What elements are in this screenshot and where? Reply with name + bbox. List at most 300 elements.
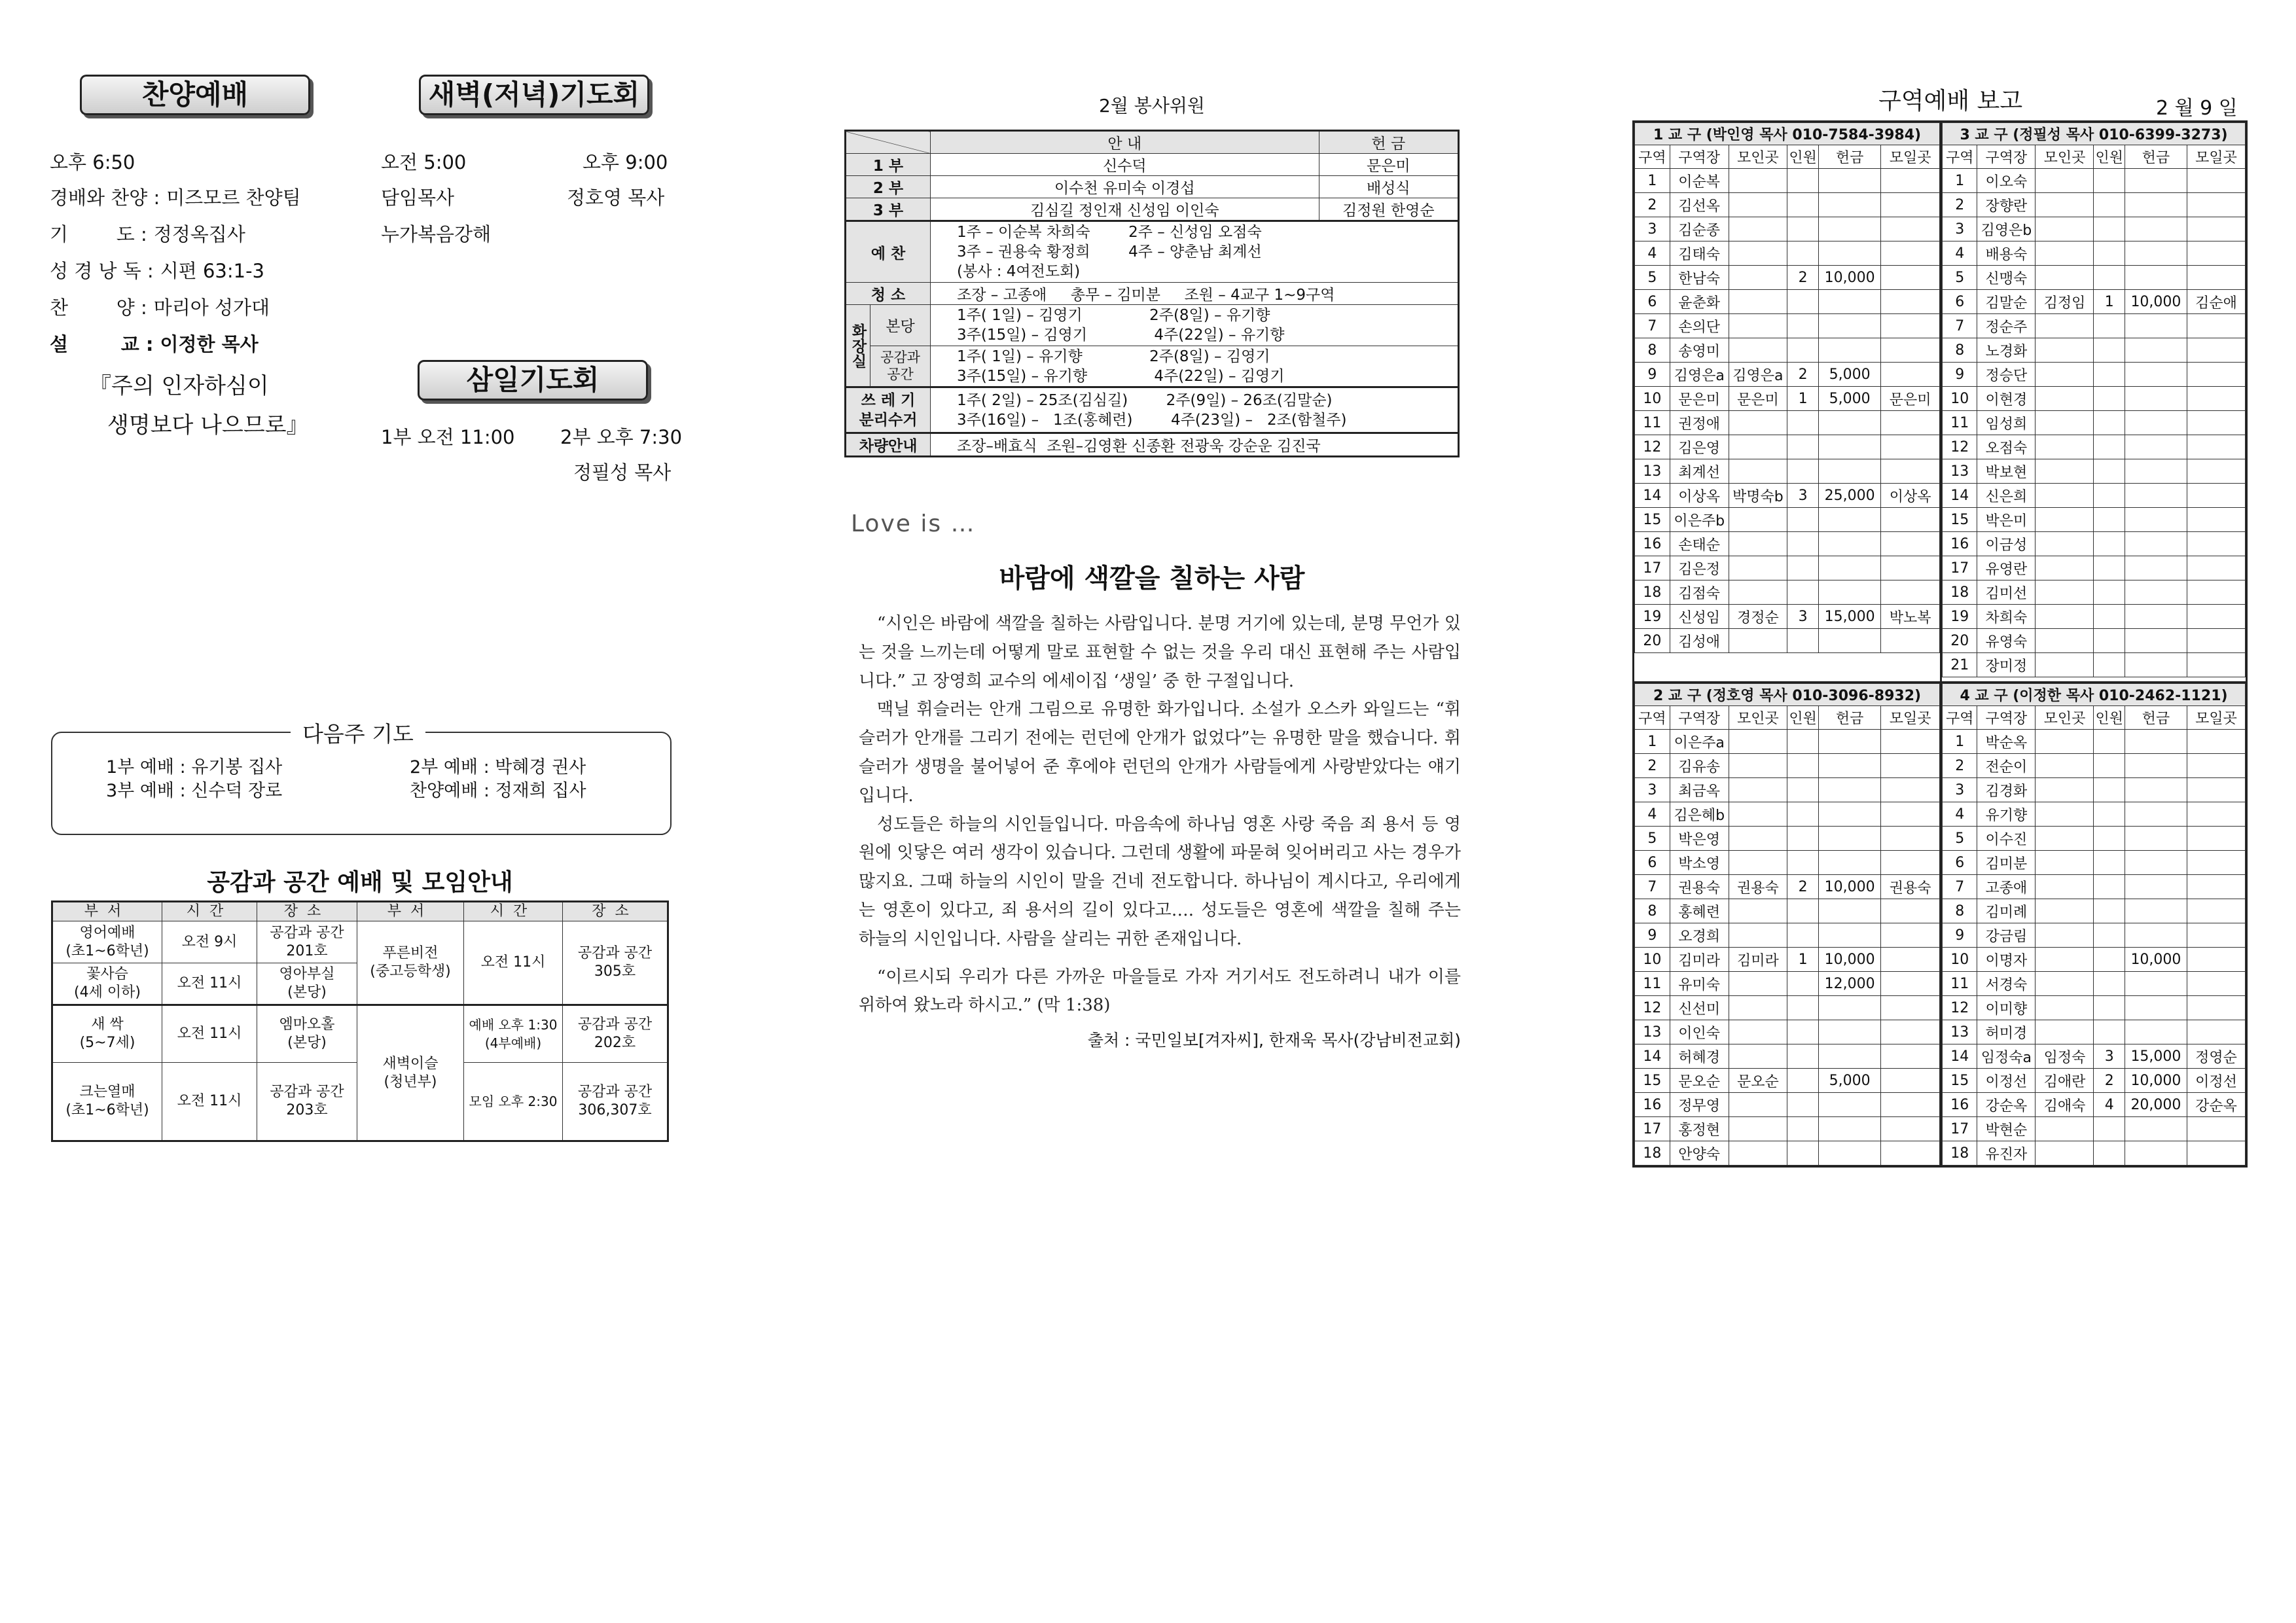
district-cell bbox=[1729, 266, 1787, 290]
text-line: 새 싹 bbox=[91, 1016, 124, 1033]
table-row bbox=[1943, 629, 2246, 653]
district-cell: 1 bbox=[1787, 948, 1819, 972]
district-cell bbox=[2187, 241, 2245, 266]
district-cell: 박현순 bbox=[1977, 1117, 2036, 1141]
district-cell bbox=[1881, 629, 1940, 653]
district-cell bbox=[2125, 459, 2187, 484]
dawn-pastor-2: 정호영 목사 bbox=[567, 187, 665, 209]
district-cell: 4 bbox=[1943, 802, 1977, 827]
text-line: 영아부실 bbox=[279, 966, 335, 982]
district-cell bbox=[1819, 1093, 1881, 1117]
district-cell bbox=[2125, 653, 2187, 677]
district-cell: 문오순 bbox=[1670, 1069, 1729, 1093]
district-cell bbox=[2187, 730, 2245, 754]
district-cell bbox=[1819, 508, 1881, 532]
district-cell: 7 bbox=[1943, 314, 1977, 338]
district-cell bbox=[1881, 802, 1940, 827]
district-cell: 김은정 bbox=[1670, 556, 1729, 580]
district-cell bbox=[1881, 1020, 1940, 1044]
district-cell bbox=[1819, 459, 1881, 484]
district-cell: 20 bbox=[1943, 629, 1977, 653]
district-cell: 17 bbox=[1943, 1117, 1977, 1141]
district-cell bbox=[2125, 484, 2187, 508]
district-cell: 2 bbox=[1635, 754, 1670, 778]
district-col-header: 구역 bbox=[1635, 145, 1670, 169]
table-row bbox=[1943, 1020, 2246, 1044]
district-cell bbox=[1819, 411, 1881, 435]
district-cell: 최계선 bbox=[1670, 459, 1729, 484]
district-cell: 서경숙 bbox=[1977, 972, 2036, 996]
district-cell: 13 bbox=[1943, 459, 1977, 484]
meet-dept bbox=[357, 1005, 464, 1141]
district-cell: 2 bbox=[1787, 363, 1819, 387]
district-cell: 12 bbox=[1943, 435, 1977, 459]
table-row bbox=[1635, 435, 1940, 459]
meet-time: 모임 오후 2:30 bbox=[464, 1063, 563, 1141]
district-cell bbox=[2125, 508, 2187, 532]
meet-dept bbox=[52, 1005, 162, 1063]
district-cell bbox=[2094, 435, 2125, 459]
district-cell bbox=[1729, 193, 1787, 217]
service-head-guide: 안 내 bbox=[931, 131, 1319, 154]
district-cell: 김태숙 bbox=[1670, 241, 1729, 266]
district-cell: 이은주a bbox=[1670, 730, 1729, 754]
district-cell: 장미정 bbox=[1977, 653, 2036, 677]
district-cell: 12 bbox=[1635, 996, 1670, 1020]
district-cell bbox=[2094, 508, 2125, 532]
district-cell bbox=[2187, 875, 2245, 899]
praise-order-row bbox=[50, 330, 259, 357]
district-cell: 4 bbox=[2094, 1093, 2125, 1117]
district-cell bbox=[2036, 411, 2094, 435]
text-line: (4세 이하) bbox=[74, 984, 141, 1001]
praise-order-row bbox=[50, 257, 264, 283]
district-cell bbox=[1819, 730, 1881, 754]
district-cell bbox=[1729, 1093, 1787, 1117]
district-cell bbox=[1787, 241, 1819, 266]
dawn-note: 누가복음강해 bbox=[381, 223, 492, 245]
district-cell: 3 bbox=[1635, 217, 1670, 241]
district-cell bbox=[2187, 1141, 2245, 1166]
next-prayer-item-4: 찬양예배 : 정재희 집사 bbox=[410, 781, 586, 801]
district-cell: 10,000 bbox=[1819, 948, 1881, 972]
text-line: 크는열매 bbox=[79, 1084, 135, 1100]
service-offering: 배성식 bbox=[1319, 176, 1458, 198]
parking-label: 차량안내 bbox=[846, 433, 931, 457]
praise-order-value: 마리아 성가대 bbox=[153, 296, 270, 319]
district-cell bbox=[1881, 580, 1940, 605]
district-cell bbox=[2125, 411, 2187, 435]
district-cell: 박명숙b bbox=[1729, 484, 1787, 508]
district-cell: 장향란 bbox=[1977, 193, 2036, 217]
district-cell bbox=[2036, 851, 2094, 875]
district-cell: 17 bbox=[1635, 556, 1670, 580]
district-cell: 김점숙 bbox=[1670, 580, 1729, 605]
district-col-header: 헌금 bbox=[2125, 145, 2187, 169]
praise-order-label: 설 교 : bbox=[50, 333, 154, 355]
district-cell: 5 bbox=[1635, 827, 1670, 851]
district-cell bbox=[2094, 338, 2125, 363]
district-cell bbox=[2187, 629, 2245, 653]
article-paragraph-1: “시인은 바람에 색깔을 칠하는 사람입니다. 분명 거기에 있는데, 분명 무언가 있는 것을 느끼는데 어떻게 말로 표현할 수 없는 것을 우리 대신 표현해 주는 사람입니다.” 고 장영희 교수의 에세이집 ‘생일’ 중 한 구절입니다. bbox=[859, 614, 1461, 691]
district-cell: 김미례 bbox=[1977, 899, 2036, 923]
district-cell bbox=[2094, 851, 2125, 875]
district-cell: 10,000 bbox=[2125, 1069, 2187, 1093]
table-row bbox=[1943, 827, 2246, 851]
district-cell: 20,000 bbox=[2125, 1093, 2187, 1117]
district-cell bbox=[1729, 778, 1787, 802]
district-cell bbox=[2187, 899, 2245, 923]
district-cell: 18 bbox=[1635, 1141, 1670, 1166]
district-cell bbox=[1819, 314, 1881, 338]
article-source: 출처 : 국민일보[겨자씨], 한재욱 목사(강남비전교회) bbox=[1087, 1031, 1461, 1050]
meet-dept bbox=[357, 921, 464, 1005]
district-cell: 16 bbox=[1943, 532, 1977, 556]
district-cell bbox=[2036, 653, 2094, 677]
article-title: 바람에 색깔을 칠하는 사람 bbox=[999, 563, 1305, 594]
district-cell: 1 bbox=[1943, 730, 1977, 754]
district-cell: 정무영 bbox=[1670, 1093, 1729, 1117]
district-cell bbox=[1729, 241, 1787, 266]
district-cell bbox=[1729, 1020, 1787, 1044]
district-cell bbox=[1729, 338, 1787, 363]
meet-time: 오전 11시 bbox=[162, 963, 257, 1005]
district-cell: 이순복 bbox=[1670, 169, 1729, 193]
district-cell: 3 bbox=[1635, 778, 1670, 802]
text-line: 306,307호 bbox=[578, 1102, 652, 1118]
district-cell bbox=[1819, 802, 1881, 827]
district-cell bbox=[1881, 1069, 1940, 1093]
district-cell: 김유송 bbox=[1670, 754, 1729, 778]
district-cell: 9 bbox=[1635, 363, 1670, 387]
district-cell: 1 bbox=[2094, 290, 2125, 314]
district-cell: 10,000 bbox=[2125, 290, 2187, 314]
district-cell bbox=[1787, 580, 1819, 605]
district-cell: 김영은a bbox=[1729, 363, 1787, 387]
meet-time: 오전 11시 bbox=[162, 1005, 257, 1063]
trash-label-1: 쓰 레 기 bbox=[861, 391, 916, 409]
text-line: 공감과 공간 bbox=[270, 1084, 344, 1100]
district-cell: 경정순 bbox=[1729, 605, 1787, 629]
district-cell: 10 bbox=[1943, 387, 1977, 411]
district-cell bbox=[1787, 459, 1819, 484]
district-cell bbox=[2125, 875, 2187, 899]
district-cell: 전순이 bbox=[1977, 754, 2036, 778]
district-cell bbox=[2187, 484, 2245, 508]
district-cell bbox=[2036, 169, 2094, 193]
district-cell: 18 bbox=[1943, 580, 1977, 605]
district-col-header: 모일곳 bbox=[1881, 706, 1940, 730]
text-line: 202호 bbox=[594, 1035, 636, 1051]
district-cell bbox=[2036, 972, 2094, 996]
district-col-header: 구역장 bbox=[1670, 145, 1729, 169]
district-cell bbox=[2094, 532, 2125, 556]
table-row bbox=[1635, 217, 1940, 241]
district-cell bbox=[2125, 1117, 2187, 1141]
district-cell bbox=[1729, 730, 1787, 754]
district-cell: 7 bbox=[1635, 314, 1670, 338]
table-row bbox=[1635, 459, 1940, 484]
district-cell bbox=[1729, 851, 1787, 875]
text-line: (청년부) bbox=[384, 1073, 437, 1090]
district-cell bbox=[2094, 241, 2125, 266]
district-cell: 김미라 bbox=[1670, 948, 1729, 972]
table-row bbox=[1635, 532, 1940, 556]
praise-order-value: 정정옥집사 bbox=[153, 223, 245, 245]
district-cell bbox=[1881, 1117, 1940, 1141]
district-cell bbox=[2036, 948, 2094, 972]
text-line: 공감과 공간 bbox=[577, 1084, 653, 1100]
table-row bbox=[1943, 484, 2246, 508]
table-row bbox=[1943, 580, 2246, 605]
district-cell bbox=[1881, 948, 1940, 972]
district-cell: 김영은a bbox=[1670, 363, 1729, 387]
text-line: 공감과 공간 bbox=[270, 924, 344, 941]
district-cell bbox=[1881, 730, 1940, 754]
district-cell bbox=[1787, 754, 1819, 778]
meetings-table bbox=[51, 901, 669, 1142]
service-head-offering: 헌 금 bbox=[1319, 131, 1458, 154]
meet-place bbox=[257, 963, 357, 1005]
district-cell: 19 bbox=[1635, 605, 1670, 629]
table-row bbox=[1943, 802, 2246, 827]
restroom-label-cell bbox=[846, 305, 931, 387]
table-row bbox=[1943, 754, 2246, 778]
district-cell bbox=[1787, 972, 1819, 996]
district-cell: 20 bbox=[1635, 629, 1670, 653]
district-cell bbox=[2187, 605, 2245, 629]
district-cell: 10,000 bbox=[1819, 266, 1881, 290]
service-row-label: 2 부 bbox=[846, 176, 931, 198]
meet-dept bbox=[52, 963, 162, 1005]
district-cell: 5,000 bbox=[1819, 1069, 1881, 1093]
district-cell: 김애숙 bbox=[2036, 1093, 2094, 1117]
meet-time: 오전 11시 bbox=[464, 921, 563, 1005]
restroom-schedule-space bbox=[931, 346, 1459, 387]
district-cell bbox=[1819, 629, 1881, 653]
district-cell: 18 bbox=[1635, 580, 1670, 605]
district-cell: 9 bbox=[1943, 363, 1977, 387]
love-is-heading: Love is … bbox=[851, 510, 976, 537]
district-cell: 신은희 bbox=[1977, 484, 2036, 508]
district-cell bbox=[2187, 948, 2245, 972]
service-offering: 김정원 한영순 bbox=[1319, 198, 1458, 221]
district-cell bbox=[2187, 338, 2245, 363]
district-cell bbox=[2187, 459, 2245, 484]
district-cell bbox=[1881, 508, 1940, 532]
district-col-header: 모인곳 bbox=[2036, 706, 2094, 730]
district-cell bbox=[2094, 411, 2125, 435]
table-row bbox=[1635, 169, 1940, 193]
district-cell: 5,000 bbox=[1819, 387, 1881, 411]
district-cell: 김미분 bbox=[1977, 851, 2036, 875]
district-cell: 19 bbox=[1943, 605, 1977, 629]
dawn-time-2: 오후 9:00 bbox=[583, 151, 668, 173]
district-cell bbox=[2036, 459, 2094, 484]
district-cell bbox=[2094, 827, 2125, 851]
district-cell: 신성임 bbox=[1670, 605, 1729, 629]
district-cell bbox=[1729, 972, 1787, 996]
district-cell: 김선옥 bbox=[1670, 193, 1729, 217]
district-cell: 김은영 bbox=[1670, 435, 1729, 459]
meet-place bbox=[257, 1063, 357, 1141]
district-cell: 김순애 bbox=[2187, 290, 2245, 314]
district-cell bbox=[1819, 290, 1881, 314]
article-paragraph-3: 성도들은 하늘의 시인들입니다. 마음속에 하나님 영혼 사랑 죽음 죄 용서 등 영원에 잇닿은 여러 생각이 있습니다. 그런데 생활에 파묻혀 잊어버리고 사는 경우가 많지요. 그때 하늘의 시인이 말을 건네 전도합니다. 하나님이 계시다고, 우리에게는 영혼이 있다고, 죄 용서의 길이 있다고…. 성도들은 영혼에 색깔을 칠해 주는 하늘의 시인입니다. 사람을 살리는 귀한 존재입니다. bbox=[859, 814, 1461, 949]
table-row bbox=[1943, 899, 2246, 923]
district-cell: 김정임 bbox=[2036, 290, 2094, 314]
district-cell: 12 bbox=[1943, 996, 1977, 1020]
article-paragraph-2: 맥닐 휘슬러는 안개 그림으로 유명한 화가입니다. 소설가 오스카 와일드는 “휘슬러가 안개를 그리기 전에는 런던에 안개가 없었다”는 유명한 말을 했습니다. 휘슬러가 생명을 불어넣어 준 후에야 런던의 안개가 사람들에게 사랑받았다는 얘기입니다. bbox=[859, 700, 1461, 806]
district-cell bbox=[2094, 314, 2125, 338]
district-cell bbox=[2036, 827, 2094, 851]
district-cell bbox=[1787, 435, 1819, 459]
district-cell: 8 bbox=[1635, 338, 1670, 363]
table-row bbox=[1943, 1141, 2246, 1166]
district-cell bbox=[2187, 556, 2245, 580]
district-cell bbox=[1729, 169, 1787, 193]
district-cell bbox=[1819, 1141, 1881, 1166]
restroom-sub-space: 공감과 공간 bbox=[880, 349, 920, 383]
district-cell: 6 bbox=[1635, 851, 1670, 875]
district-cell: 10 bbox=[1635, 387, 1670, 411]
district-cell: 신선미 bbox=[1670, 996, 1729, 1020]
text-line: (본당) bbox=[287, 1035, 327, 1051]
district-cell bbox=[2036, 629, 2094, 653]
district-cell bbox=[2036, 266, 2094, 290]
table-row bbox=[1943, 605, 2246, 629]
praise-order-row bbox=[50, 183, 301, 210]
district-cell bbox=[1819, 338, 1881, 363]
district-table bbox=[1634, 683, 1940, 1166]
district-cell: 안양숙 bbox=[1670, 1141, 1729, 1166]
district-cell bbox=[2094, 459, 2125, 484]
district-col-header: 헌금 bbox=[2125, 706, 2187, 730]
district-title: 3 교 구 (정필성 목사 010-6399-3273) bbox=[1943, 123, 2246, 145]
meet-head-dept-2: 부서 bbox=[357, 902, 464, 921]
district-cell: 김영은b bbox=[1977, 217, 2036, 241]
trash-label bbox=[846, 387, 931, 433]
table-row bbox=[1635, 851, 1940, 875]
district-cell bbox=[1729, 996, 1787, 1020]
table-row bbox=[1635, 508, 1940, 532]
table-row bbox=[1943, 532, 2246, 556]
district-cell: 2 bbox=[1943, 193, 1977, 217]
text-line: 3주(15일) – 유기향 4주(22일) – 김영기 bbox=[957, 367, 1285, 385]
district-cell: 이은주b bbox=[1670, 508, 1729, 532]
district-cell bbox=[1881, 1044, 1940, 1069]
table-row bbox=[1635, 484, 1940, 508]
district-cell: 박소영 bbox=[1670, 851, 1729, 875]
table-row bbox=[1635, 730, 1940, 754]
district-cell: 8 bbox=[1943, 338, 1977, 363]
district-cell bbox=[1819, 241, 1881, 266]
table-row bbox=[1943, 217, 2246, 241]
district-cell: 권용숙 bbox=[1881, 875, 1940, 899]
district-cell bbox=[2125, 923, 2187, 948]
parking-schedule: 조장–배효식 조원–김영환 신종환 전광욱 강순운 김진국 bbox=[931, 433, 1459, 457]
district-cell bbox=[1729, 629, 1787, 653]
district-cell bbox=[1819, 556, 1881, 580]
district-cell: 강금림 bbox=[1977, 923, 2036, 948]
meet-place bbox=[563, 1063, 668, 1141]
district-col-header: 인원 bbox=[1787, 145, 1819, 169]
district-cell bbox=[2036, 875, 2094, 899]
service-corner bbox=[846, 131, 931, 154]
district-cell: 3 bbox=[1787, 484, 1819, 508]
district-cell bbox=[2125, 899, 2187, 923]
district-cell bbox=[1881, 532, 1940, 556]
district-cell bbox=[1819, 1044, 1881, 1069]
district-cell: 3 bbox=[1787, 605, 1819, 629]
table-row bbox=[1943, 1044, 2246, 1069]
district-cell: 1 bbox=[1787, 387, 1819, 411]
district-block-4 bbox=[1942, 681, 2246, 1166]
district-col-header: 모일곳 bbox=[2187, 706, 2245, 730]
district-cell bbox=[2187, 923, 2245, 948]
district-cell bbox=[2125, 338, 2187, 363]
wed-time-2: 2부 오후 7:30 bbox=[560, 426, 683, 448]
district-cell bbox=[1881, 827, 1940, 851]
table-row bbox=[1943, 193, 2246, 217]
district-cell bbox=[1881, 972, 1940, 996]
district-cell: 김성애 bbox=[1670, 629, 1729, 653]
district-cell: 배용숙 bbox=[1977, 241, 2036, 266]
district-cell bbox=[2036, 556, 2094, 580]
district-cell bbox=[2036, 778, 2094, 802]
district-cell: 6 bbox=[1943, 851, 1977, 875]
next-prayer-item-3: 3부 예배 : 신수덕 장로 bbox=[106, 781, 283, 801]
district-cell: 15 bbox=[1943, 508, 1977, 532]
text-line: 3주 – 권용숙 황정희 4주 – 양춘남 최계선 bbox=[957, 243, 1262, 260]
district-col-header: 인원 bbox=[2094, 706, 2125, 730]
district-cell: 15,000 bbox=[2125, 1044, 2187, 1069]
district-cell bbox=[1787, 508, 1819, 532]
restroom-schedule-main bbox=[931, 305, 1459, 346]
district-cell bbox=[2094, 899, 2125, 923]
district-cell: 홍혜련 bbox=[1670, 899, 1729, 923]
prep-label: 예 찬 bbox=[846, 221, 931, 283]
text-line: 영어예배 bbox=[79, 924, 135, 941]
table-row bbox=[1943, 387, 2246, 411]
district-cell: 유영란 bbox=[1977, 556, 2036, 580]
district-cell bbox=[2036, 484, 2094, 508]
district-cell: 임정숙a bbox=[1977, 1044, 2036, 1069]
district-cell bbox=[1729, 532, 1787, 556]
district-cell: 10 bbox=[1635, 948, 1670, 972]
district-cell: 김말순 bbox=[1977, 290, 2036, 314]
district-cell bbox=[1881, 851, 1940, 875]
text-line: (본당) bbox=[287, 984, 327, 1001]
district-cell: 18 bbox=[1943, 1141, 1977, 1166]
district-cell: 유영숙 bbox=[1977, 629, 2036, 653]
table-row bbox=[1635, 1093, 1940, 1117]
district-cell bbox=[2125, 435, 2187, 459]
table-row bbox=[1943, 730, 2246, 754]
text-line: (4부예배) bbox=[484, 1035, 542, 1051]
district-cell bbox=[2187, 508, 2245, 532]
district-cell bbox=[1881, 1141, 1940, 1166]
district-cell: 임정숙 bbox=[2036, 1044, 2094, 1069]
district-cell bbox=[1787, 1093, 1819, 1117]
service-table bbox=[844, 130, 1460, 457]
text-line: 3주(15일) – 김영기 4주(22일) – 유기향 bbox=[957, 327, 1285, 344]
district-cell bbox=[2094, 484, 2125, 508]
district-cell bbox=[1881, 241, 1940, 266]
district-cell bbox=[2094, 1020, 2125, 1044]
district-cell: 권용숙 bbox=[1729, 875, 1787, 899]
district-cell: 강순옥 bbox=[1977, 1093, 2036, 1117]
